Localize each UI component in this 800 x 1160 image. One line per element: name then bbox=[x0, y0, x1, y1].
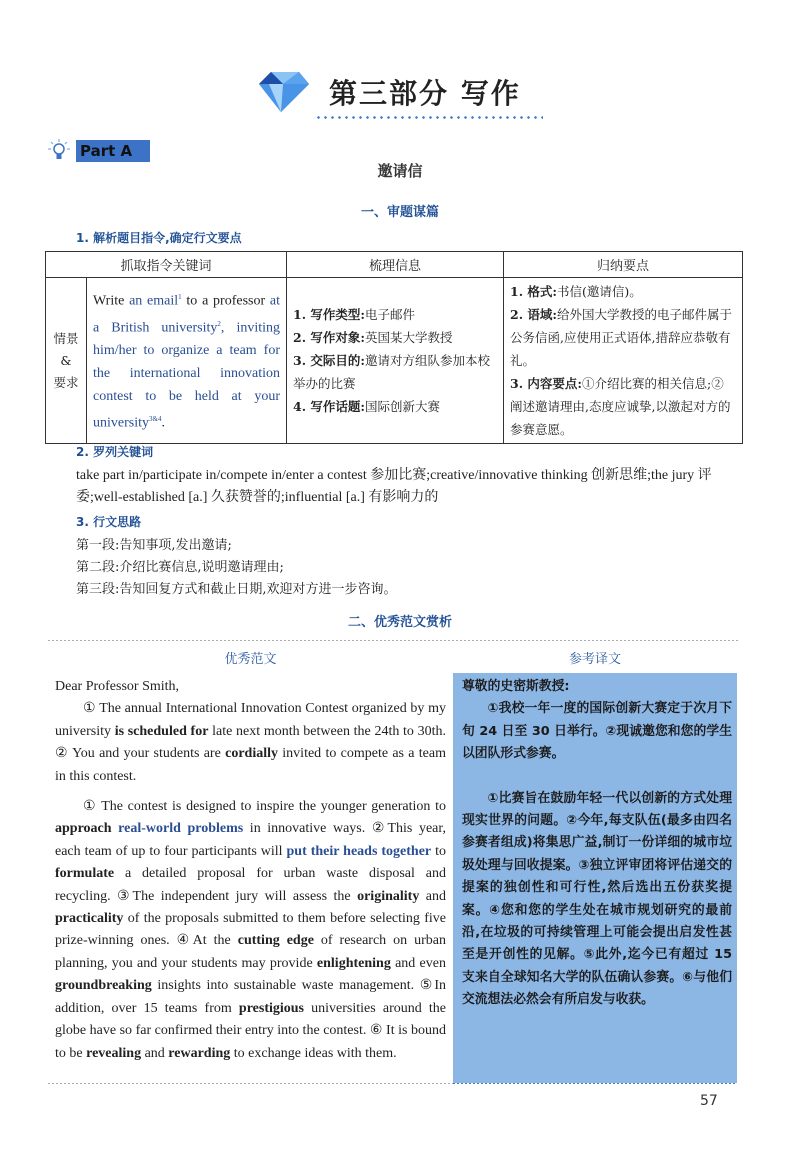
highlighted-phrase: approach bbox=[55, 821, 112, 837]
info-label: 2. 写作对象: bbox=[293, 330, 366, 345]
essay-text: insights into sustainable waste management. ⑤In addition, over 15 teams from bbox=[55, 978, 446, 1016]
column-header: 梳理信息 bbox=[287, 252, 504, 278]
side-label-line: 情景 bbox=[53, 330, 79, 346]
highlighted-phrase: is scheduled for bbox=[114, 723, 209, 739]
essay-text: of research on urban planning, you and your students may provide bbox=[55, 933, 447, 971]
keyword-text: Write bbox=[93, 293, 125, 309]
info-item bbox=[293, 395, 497, 418]
side-label bbox=[46, 278, 87, 444]
essay-paragraph bbox=[55, 796, 446, 1065]
highlighted-phrase: originality bbox=[357, 888, 420, 904]
highlighted-phrase: revealing bbox=[86, 1045, 142, 1061]
summary-label: 2. 语域: bbox=[510, 307, 558, 322]
translation-text bbox=[462, 676, 732, 1012]
essay-text: ① The annual International Innovation Contest organized by my university bbox=[55, 701, 446, 739]
summary-label: 1. 格式: bbox=[510, 284, 558, 299]
subsection-heading: 2. 罗列关键词 bbox=[76, 445, 154, 459]
divider bbox=[48, 1083, 453, 1084]
outline-item: 第三段:告知回复方式和截止日期,欢迎对方进一步咨询。 bbox=[76, 582, 397, 597]
keyword-text: , inviting him/her to organize a team for the international innovation contest to be held at your university bbox=[93, 320, 281, 431]
column-header: 归纳要点 bbox=[504, 252, 743, 278]
summary-value: 给外国大学教授的电子邮件属于公务信函,应使用正式语体,措辞应恭敬有礼。 bbox=[510, 307, 733, 368]
highlighted-phrase: practicality bbox=[55, 911, 124, 927]
info-item bbox=[293, 303, 497, 326]
highlighted-phrase: rewarding bbox=[168, 1045, 231, 1061]
summary-label: 3. 内容要点: bbox=[510, 376, 583, 391]
info-value: 邀请对方组队参加本校举办的比赛 bbox=[293, 353, 491, 391]
part-label: Part A bbox=[76, 140, 150, 162]
translation-paragraph: ①比赛旨在鼓励年轻一代以创新的方式处理现实世界的问题。②今年,每支队伍(最多由四名参赛者组成)将集思广益,制订一份详细的城市垃圾处理与回收提案。③独立评审团将评估递交的提案的独创性和可行性,然后选出五份获奖提案。④您和您的学生处在城市规划研究的最前沿,在垃圾的可持续管理上可能会提出启发性甚至是开创性的见解。⑤此外,迄今已有超过 15 支来自全球知名大学的队伍确认参赛。⑥与他们交流想法必然会有所启发与收获。 bbox=[462, 790, 732, 1008]
summary-cell bbox=[504, 278, 743, 444]
essay-text: ① The contest is designed to inspire the younger generation to bbox=[83, 799, 446, 815]
divider bbox=[48, 640, 738, 641]
section-heading: 一、审题谋篇 bbox=[360, 205, 439, 220]
footnote-mark: 1 bbox=[178, 293, 182, 302]
outline-item: 第二段:介绍比赛信息,说明邀请理由; bbox=[76, 560, 284, 575]
info-cell bbox=[287, 278, 504, 444]
essay-text: in innovative ways. ②This year, each team of up to four participants will bbox=[55, 821, 446, 859]
essay-text: to bbox=[431, 843, 446, 859]
keywords-cell bbox=[87, 278, 287, 444]
info-item bbox=[293, 349, 497, 395]
salutation: Dear Professor Smith, bbox=[55, 679, 180, 694]
subsection-heading: 3. 行文思路 bbox=[76, 515, 142, 529]
column-header: 抓取指令关键词 bbox=[46, 252, 287, 278]
highlighted-phrase: cordially bbox=[225, 746, 278, 762]
table-header-row bbox=[46, 252, 743, 278]
translation-heading: 参考译文 bbox=[568, 652, 621, 667]
keyword-text: at a British university bbox=[93, 293, 281, 336]
essay-text: late next month between the 24th to 30th. ② You and your students are bbox=[55, 723, 446, 762]
summary-item bbox=[510, 280, 736, 303]
subsection-heading: 1. 解析题目指令,确定行文要点 bbox=[76, 231, 242, 245]
summary-value: ①介绍比赛的相关信息;②阐述邀请理由,态度应诚挚,以激起对方的参赛意愿。 bbox=[510, 376, 731, 437]
info-item bbox=[293, 326, 497, 349]
keywords-list: take part in/participate in/compete in/enter a contest 参加比赛;creative/innovative thinking 创新思维;the jury 评委;well-established [a.] 久获赞誉的;influential [a.] 有影响力的 bbox=[76, 468, 712, 505]
info-value: 国际创新大赛 bbox=[365, 399, 441, 414]
essay-text: invited to compete as a team in this contest. bbox=[55, 746, 446, 784]
info-label: 4. 写作话题: bbox=[293, 399, 366, 414]
info-value: 电子邮件 bbox=[365, 307, 416, 322]
summary-item bbox=[510, 303, 736, 372]
keyword-text: to a professor bbox=[186, 293, 266, 309]
footnote-mark: 3&4 bbox=[149, 415, 162, 424]
essay-paragraph bbox=[55, 698, 446, 788]
info-label: 1. 写作类型: bbox=[293, 307, 366, 322]
highlighted-phrase: groundbreaking bbox=[55, 978, 152, 994]
summary-value: 书信(邀请信)。 bbox=[557, 284, 642, 299]
essay-text: to exchange ideas with them. bbox=[230, 1045, 397, 1061]
chapter-title: 第三部分 写作 bbox=[329, 77, 521, 110]
outline-item: 第一段:告知事项,发出邀请; bbox=[76, 538, 232, 553]
essay-text: and even bbox=[390, 955, 446, 971]
summary-item bbox=[510, 372, 736, 441]
document-title: 邀请信 bbox=[377, 162, 423, 180]
page-number: 57 bbox=[700, 1093, 718, 1109]
diamond-icon bbox=[255, 70, 311, 114]
essay-heading: 优秀范文 bbox=[224, 652, 277, 667]
footnote-mark: 2 bbox=[217, 319, 221, 328]
keyword-text: . bbox=[161, 415, 165, 431]
info-value: 英国某大学教授 bbox=[365, 330, 453, 345]
highlighted-phrase: real-world problems bbox=[118, 821, 244, 837]
divider bbox=[453, 1083, 737, 1084]
highlighted-phrase: put their heads together bbox=[286, 843, 432, 859]
translation-paragraph: ①我校一年一度的国际创新大赛定于次月下旬 24 日至 30 日举行。②现诚邀您和您的学生以团队形式参赛。 bbox=[462, 701, 732, 762]
essay-text: and bbox=[141, 1045, 169, 1061]
highlighted-phrase: prestigious bbox=[238, 1000, 304, 1016]
essay-text: universities around the globe have so far confirmed their entry into the contest. ⑥ It is bound to be bbox=[55, 1000, 446, 1061]
chapter-header bbox=[255, 66, 555, 126]
highlighted-phrase: enlightening bbox=[316, 955, 391, 971]
table-row bbox=[46, 278, 743, 444]
translation-salutation: 尊敬的史密斯教授: bbox=[462, 679, 570, 694]
essay-text: a detailed proposal for urban waste disposal and recycling. ③The independent jury will assess the bbox=[55, 866, 446, 904]
side-label-line: & bbox=[60, 352, 72, 368]
highlighted-phrase: cutting edge bbox=[237, 933, 314, 949]
model-essay bbox=[55, 676, 446, 1065]
title-underline bbox=[315, 116, 543, 119]
analysis-table bbox=[45, 251, 743, 444]
side-label-line: 要求 bbox=[53, 374, 79, 390]
section-heading: 二、优秀范文赏析 bbox=[347, 615, 452, 630]
info-label: 3. 交际目的: bbox=[293, 353, 366, 368]
essay-text: and bbox=[419, 888, 446, 904]
essay-text: of the proposals submitted to them before selecting five prize-winning ones. ④At the bbox=[55, 911, 446, 949]
keyword-text: an email bbox=[129, 293, 179, 309]
highlighted-phrase: formulate bbox=[55, 866, 115, 882]
